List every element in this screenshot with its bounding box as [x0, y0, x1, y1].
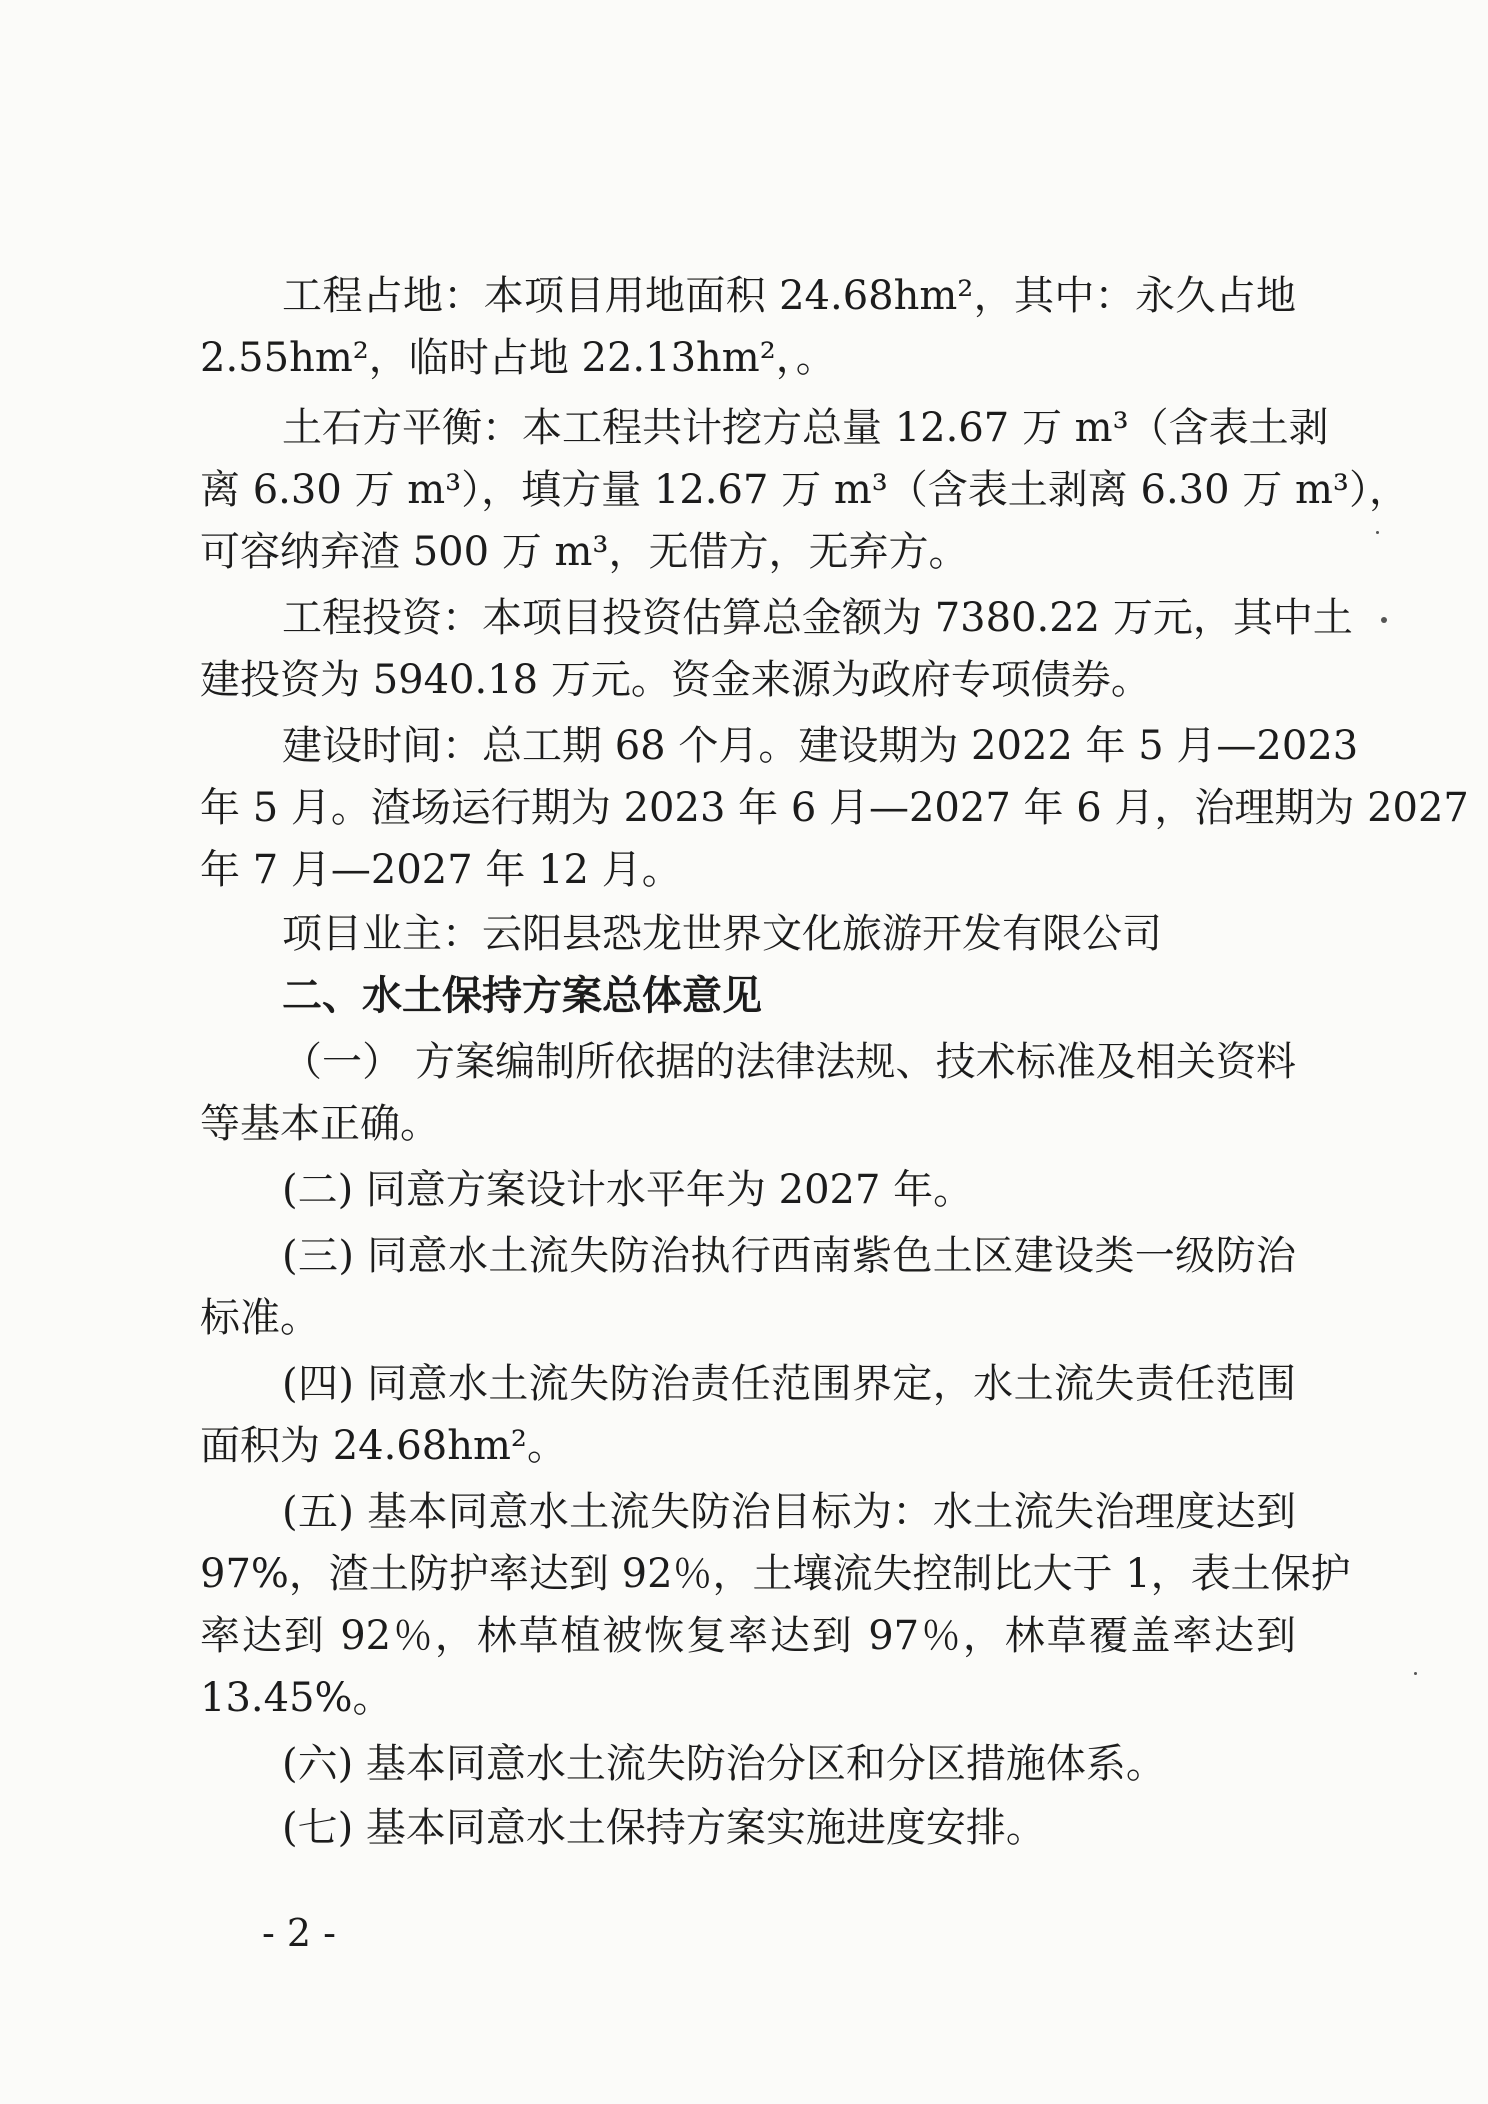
opinion-4-line-2: 面积为 24.68hm²。	[200, 1423, 567, 1469]
paragraph-earthwork-line-3: 可容纳弃渣 500 万 m³，无借方，无弃方。	[200, 529, 969, 575]
scan-speck	[1381, 617, 1387, 623]
paragraph-investment-line-1: 工程投资：本项目投资估算总金额为 7380.22 万元，其中土	[282, 595, 1353, 641]
paragraph-investment-line-2: 建投资为 5940.18 万元。资金来源为政府专项债券。	[200, 657, 1151, 703]
opinion-7: (七) 基本同意水土保持方案实施进度安排。	[282, 1805, 1046, 1851]
opinion-5-line-1: (五) 基本同意水土流失防治目标为：水土流失治理度达到	[282, 1489, 1296, 1535]
opinion-6: (六) 基本同意水土流失防治分区和分区措施体系。	[282, 1741, 1166, 1787]
paragraph-owner: 项目业主：云阳县恐龙世界文化旅游开发有限公司	[282, 911, 1162, 957]
paragraph-schedule-line-1: 建设时间：总工期 68 个月。建设期为 2022 年 5 月—2023	[282, 723, 1359, 769]
page-number: - 2 -	[262, 1911, 337, 1955]
opinion-5-line-2: 97%，渣土防护率达到 92％，土壤流失控制比大于 1，表土保护	[200, 1551, 1351, 1597]
section-heading: 二、水土保持方案总体意见	[282, 972, 762, 1019]
paragraph-land-line-2: 2.55hm²，临时占地 22.13hm²，。	[200, 335, 836, 381]
paragraph-earthwork-line-1: 土石方平衡：本工程共计挖方总量 12.67 万 m³（含表土剥	[282, 405, 1329, 451]
paragraph-schedule-line-2: 年 5 月。渣场运行期为 2023 年 6 月—2027 年 6 月，治理期为 2027	[200, 785, 1469, 831]
opinion-1-line-2: 等基本正确。	[200, 1101, 440, 1147]
opinion-3-line-2: 标准。	[200, 1295, 320, 1341]
scan-speck	[1376, 531, 1379, 534]
paragraph-land-line-1: 工程占地：本项目用地面积 24.68hm²，其中：永久占地	[282, 273, 1296, 319]
opinion-3-line-1: (三) 同意水土流失防治执行西南紫色土区建设类一级防治	[282, 1233, 1296, 1279]
paragraph-earthwork-line-2: 离 6.30 万 m³），填方量 12.67 万 m³（含表土剥离 6.30 万 m³），	[200, 467, 1409, 513]
opinion-5-line-3: 率达到 92％，林草植被恢复率达到 97％，林草覆盖率达到	[200, 1613, 1296, 1659]
opinion-2: (二) 同意方案设计水平年为 2027 年。	[282, 1167, 974, 1213]
paragraph-schedule-line-3: 年 7 月—2027 年 12 月。	[200, 847, 682, 893]
scan-speck	[1414, 1672, 1417, 1675]
opinion-4-line-1: (四) 同意水土流失防治责任范围界定，水土流失责任范围	[282, 1361, 1296, 1407]
opinion-1-line-1: （一） 方案编制所依据的法律法规、技术标准及相关资料	[282, 1039, 1296, 1085]
opinion-5-line-4: 13.45%。	[200, 1675, 393, 1721]
